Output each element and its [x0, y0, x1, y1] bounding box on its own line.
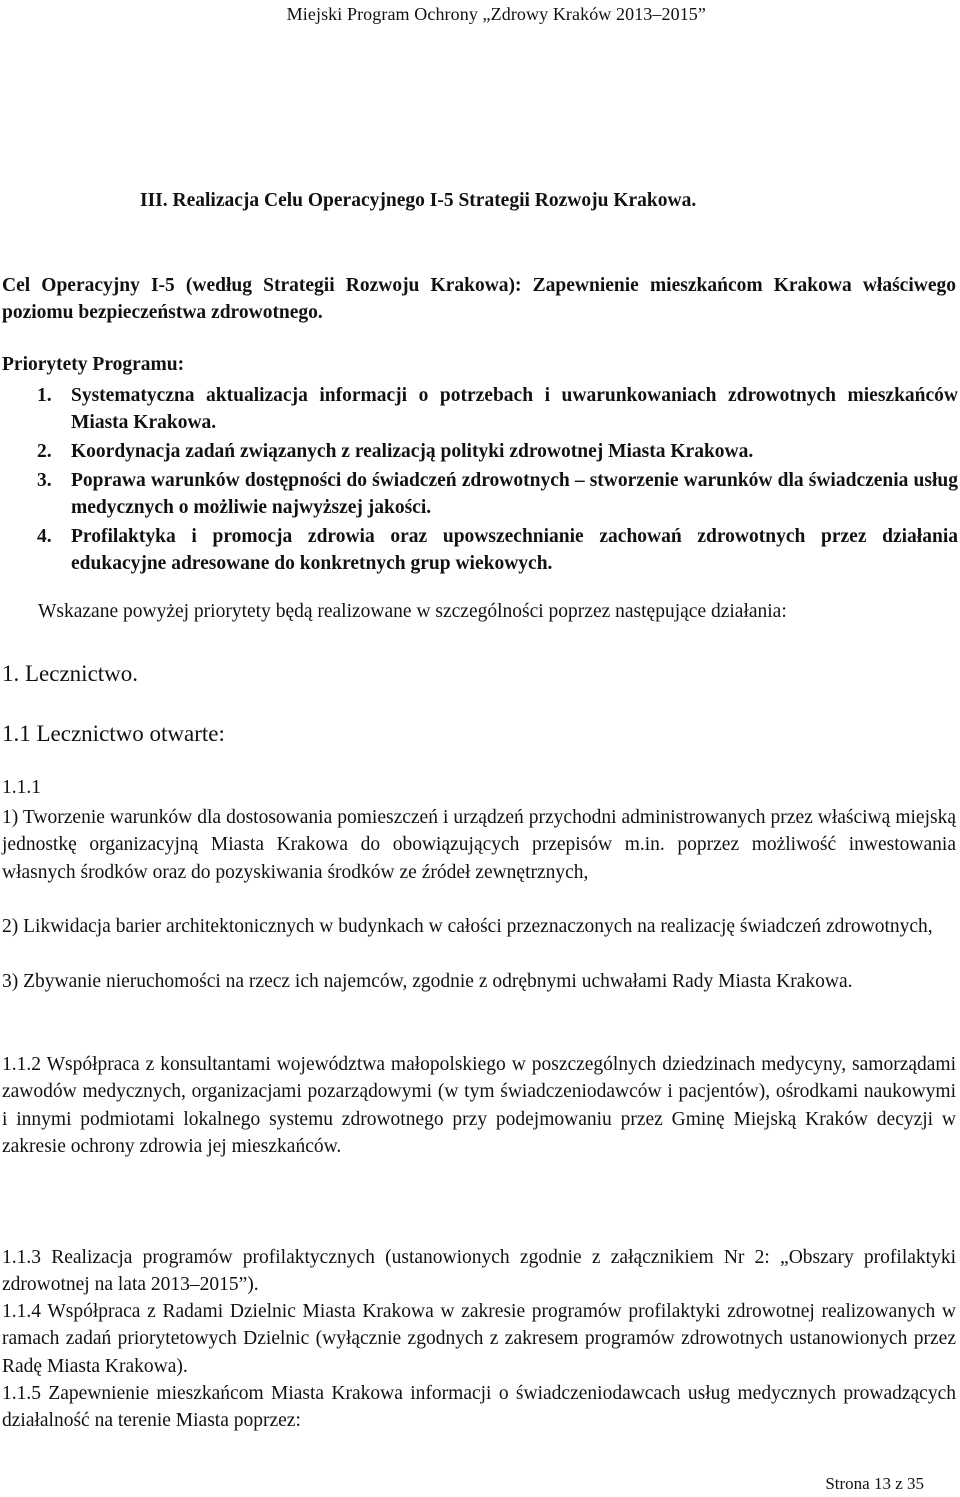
paragraph-1-1-1-point-3: 3) Zbywanie nieruchomości na rzecz ich najemców, zgodnie z odrębnymi uchwałami Rady Miasta Krakowa. — [2, 971, 853, 992]
priority-number: 3. — [37, 470, 52, 491]
paragraph-1-1-4: 1.1.4 Współpraca z Radami Dzielnic Miasta Krakowa w zakresie programów profilaktyki zdrowotnej realizowanych w ramach zadań priorytetowych Dzielnic (wyłącznie zgodnych z zakresem programów zdrowotnych ustanowionych przez Radę Miasta Krakowa). — [2, 1301, 956, 1377]
priority-number: 4. — [37, 526, 52, 547]
operational-goal-paragraph: Cel Operacyjny I-5 (według Strategii Rozwoju Krakowa): Zapewnienie mieszkańcom Krakowa właściwego poziomu bezpieczeństwa zdrowotnego. — [2, 275, 956, 323]
priority-item — [0, 438, 958, 465]
running-header: Miejski Program Ochrony „Zdrowy Kraków 2013–2015” — [286, 4, 706, 24]
page-number: Strona 13 z 35 — [825, 1474, 924, 1493]
paragraph-1-1-5: 1.1.5 Zapewnienie mieszkańcom Miasta Krakowa informacji o świadczeniodawcach usług medycznych prowadzących działalność na terenie Miasta poprzez: — [2, 1383, 956, 1432]
priorities-heading: Priorytety Programu: — [2, 354, 185, 375]
priority-text: Poprawa warunków dostępności do świadczeń zdrowotnych – stworzenie warunków dla świadczenia usług medycznych o możliwie najwyższej jakości. — [71, 470, 958, 518]
priority-text: Systematyczna aktualizacja informacji o potrzebach i uwarunkowaniach zdrowotnych mieszkańców Miasta Krakowa. — [71, 385, 958, 433]
paragraph-1-1-1-point-2: 2) Likwidacja barier architektonicznych w budynkach w całości przeznaczonych na realizację świadczeń zdrowotnych, — [2, 916, 933, 937]
intro-sentence: Wskazane powyżej priorytety będą realizowane w szczególności poprzez następujące działania: — [38, 601, 787, 622]
paragraph-1-1-2: 1.1.2 Współpraca z konsultantami województwa małopolskiego w poszczególnych dziedzinach medycyny, samorządami zawodów medycznych, organizacjami pozarządowymi (w tym świadczeniodawców i pacjentów), ośrodkami naukowymi i innymi podmiotami lokalnego systemu zdrowotnego przy podejmowaniu przez Gminę Miejską Kraków decyzji w zakresie ochrony zdrowia jej mieszkańców. — [2, 1054, 956, 1158]
priority-text: Profilaktyka i promocja zdrowia oraz upowszechnianie zachowań zdrowotnych przez działania edukacyjne adresowane do konkretnych grup wiekowych. — [71, 526, 958, 574]
priority-item — [0, 523, 958, 577]
section-number-1-1-1: 1.1.1 — [2, 777, 41, 798]
priority-number: 1. — [37, 385, 52, 406]
paragraph-1-1-3: 1.1.3 Realizacja programów profilaktycznych (ustanowionych zgodnie z załącznikiem Nr 2: „Obszary profilaktyki zdrowotnej na lata 2013–2015”). — [2, 1247, 956, 1296]
priority-item — [0, 467, 958, 521]
heading-lecznictwo: 1. Lecznictwo. — [2, 661, 139, 686]
section-title: III. Realizacja Celu Operacyjnego I-5 Strategii Rozwoju Krakowa. — [140, 190, 697, 211]
priorities-list — [0, 382, 958, 579]
priority-number: 2. — [37, 441, 52, 462]
paragraph-1-1-1-point-1: 1) Tworzenie warunków dla dostosowania pomieszczeń i urządzeń przychodni administrowanych przez właściwą miejską jednostkę organizacyjną Miasta Krakowa do obowiązujących przepisów m.in. poprzez możliwość inwestowania własnych środków oraz do pozyskiwania środków ze źródeł zewnętrznych, — [2, 807, 956, 883]
heading-lecznictwo-otwarte: 1.1 Lecznictwo otwarte: — [2, 721, 225, 746]
priority-item — [0, 382, 958, 436]
priority-text: Koordynacja zadań związanych z realizacją polityki zdrowotnej Miasta Krakowa. — [71, 441, 754, 462]
